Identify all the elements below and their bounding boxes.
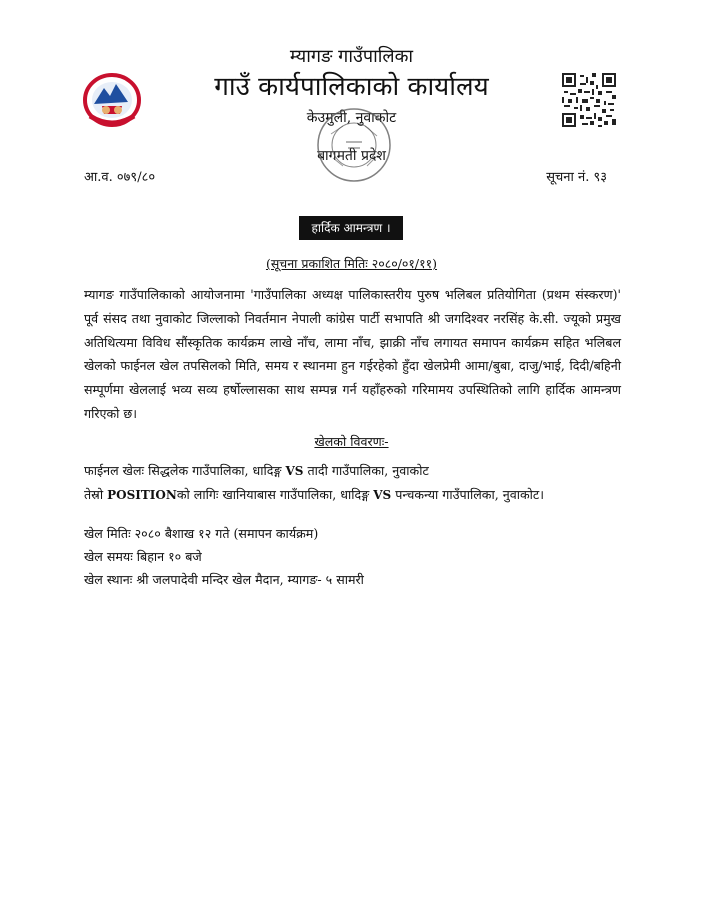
final-match-line — [84, 460, 644, 482]
position-label: POSITION — [107, 488, 177, 502]
vs-label: VS — [285, 464, 304, 478]
game-venue: खेल स्थानः श्री जलपादेवी मन्दिर खेल मैदान, म्यागङ- ५ सामरी — [84, 572, 364, 587]
notice-number: सूचना नं. ९३ — [546, 170, 607, 185]
details-heading: खेलको विवरणः- — [314, 434, 389, 449]
address-line-2: बागमती प्रदेश — [317, 148, 386, 164]
third-place-opponent: पन्चकन्या गाउँपालिका, नुवाकोट। — [395, 487, 545, 502]
third-label: तेस्रो — [84, 487, 104, 502]
final-match-teams: फाईनल खेलः सिद्धलेक गाउँपालिका, धादिङ्ग — [84, 463, 282, 478]
game-time: खेल समयः बिहान १० बजे — [84, 549, 202, 564]
published-date: (सूचना प्रकाशित मितिः २०८०/०१/११) — [265, 256, 438, 271]
final-match-opponent: तादी गाउँपालिका, नुवाकोट — [307, 463, 429, 478]
fiscal-year: आ.व. ०७९/८० — [84, 170, 156, 185]
third-place-line — [84, 484, 644, 506]
municipality-name: म्यागङ गाउँपालिका — [289, 46, 414, 67]
office-stamp-icon — [313, 104, 395, 186]
third-place-team: को लागिः खानियाबास गाउँपालिका, धादिङ्ग — [176, 487, 370, 502]
invitation-badge: हार्दिक आमन्त्रण । — [299, 216, 403, 240]
invitation-paragraph: म्यागङ गाउँपालिकाको आयोजनामा 'गाउँपालिका अध्यक्ष पालिकास्तरीय पुरुष भलिबल प्रतियोगिता (प्रथम संस्करण)' पूर्व संसद तथा नुवाकोट जिल्लाको निवर्तमान नेपाली कांग्रेस पार्टी सभापति श्री जगदिश्वर नरसिंह के.सी. ज्यूको प्रमुख अतिथित्यमा विविध सौंस्कृतिक कार्यक्रम लाखे नाँच, लामा नाँच, झाक्री नाँच लगायत समापन कार्यक्रम सहित भलिबल खेलको फाईनल खेल तपसिलको मिति, समय र स्थानमा हुन गईरहेको हुँदा खेलप्रेमी आमा/बुबा, दाजु/भाई, दिदी/बहिनी सम्पूर्णमा खेललाई भव्य सव्य हर्षोल्लासका साथ सम्पन्न गर्न यहाँहरुको गरिमामय उपस्थितिको लागि हार्दिक आमन्त्रण गरिएको छ। — [84, 287, 621, 421]
vs-label: VS — [373, 488, 392, 502]
office-title: गाउँ कार्यपालिकाको कार्यालय — [214, 72, 489, 102]
game-date: खेल मितिः २०८० बैशाख १२ गते (समापन कार्यक्रम) — [84, 526, 319, 541]
address-line-1: केउमुली, नुवाकोट — [306, 110, 397, 126]
